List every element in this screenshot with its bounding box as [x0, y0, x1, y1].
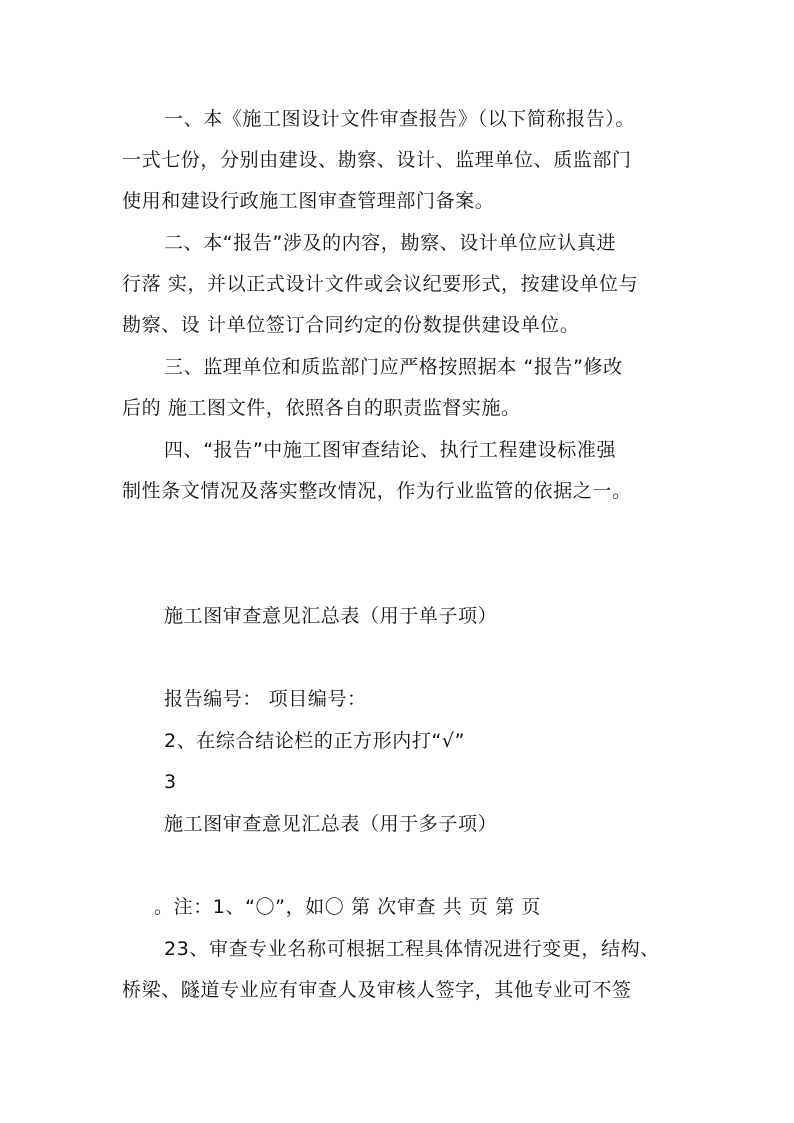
- paragraph-1-line-3: 使用和建设行政施工图审查管理部门备案。: [122, 190, 495, 212]
- paragraph-4-line-1: 四、“报告”中施工图审查结论、执行工程建设标准强: [164, 439, 617, 461]
- paragraph-1-line-2: 一式七份，分别由建设、勘察、设计、监理单位、质监部门: [122, 149, 632, 171]
- checkbox-instruction: 2、在综合结论栏的正方形内打“√”: [164, 730, 466, 752]
- paragraph-3-line-1: 三、监理单位和质监部门应严格按照据本 “报告”修改: [164, 356, 623, 378]
- note-line-1: 。注：1、“〇”，如〇 第 次审查 共 页 第 页: [154, 896, 542, 918]
- paragraph-3-line-2: 后的 施工图文件，依照各自的职责监督实施。: [122, 397, 521, 419]
- paragraph-4-line-2: 制性条文情况及落实整改情况，作为行业监管的依据之一。: [122, 480, 632, 502]
- paragraph-1-line-1: 一、本《施工图设计文件审查报告》（以下简称报告）。: [164, 108, 636, 130]
- paragraph-2-line-1: 二、本“报告”涉及的内容，勘察、设计单位应认真进: [164, 232, 617, 254]
- form1-title: 施工图审查意见汇总表（用于单子项）: [164, 605, 498, 627]
- paragraph-2-line-2: 行落 实，并以正式设计文件或会议纪要形式，按建设单位与: [122, 273, 639, 295]
- form2-title: 施工图审查意见汇总表（用于多子项）: [164, 813, 498, 835]
- report-number-labels: 报告编号： 项目编号：: [164, 688, 367, 710]
- note-line-2: 23、审查专业名称可根据工程具体情况进行变更，结构、: [164, 938, 660, 960]
- item-number-3: 3: [164, 771, 177, 793]
- note-line-3: 桥梁、隧道专业应有审查人及审核人签字，其他专业可不签: [122, 979, 632, 1001]
- paragraph-2-line-3: 勘察、设 计单位签订合同约定的份数提供建设单位。: [122, 314, 580, 336]
